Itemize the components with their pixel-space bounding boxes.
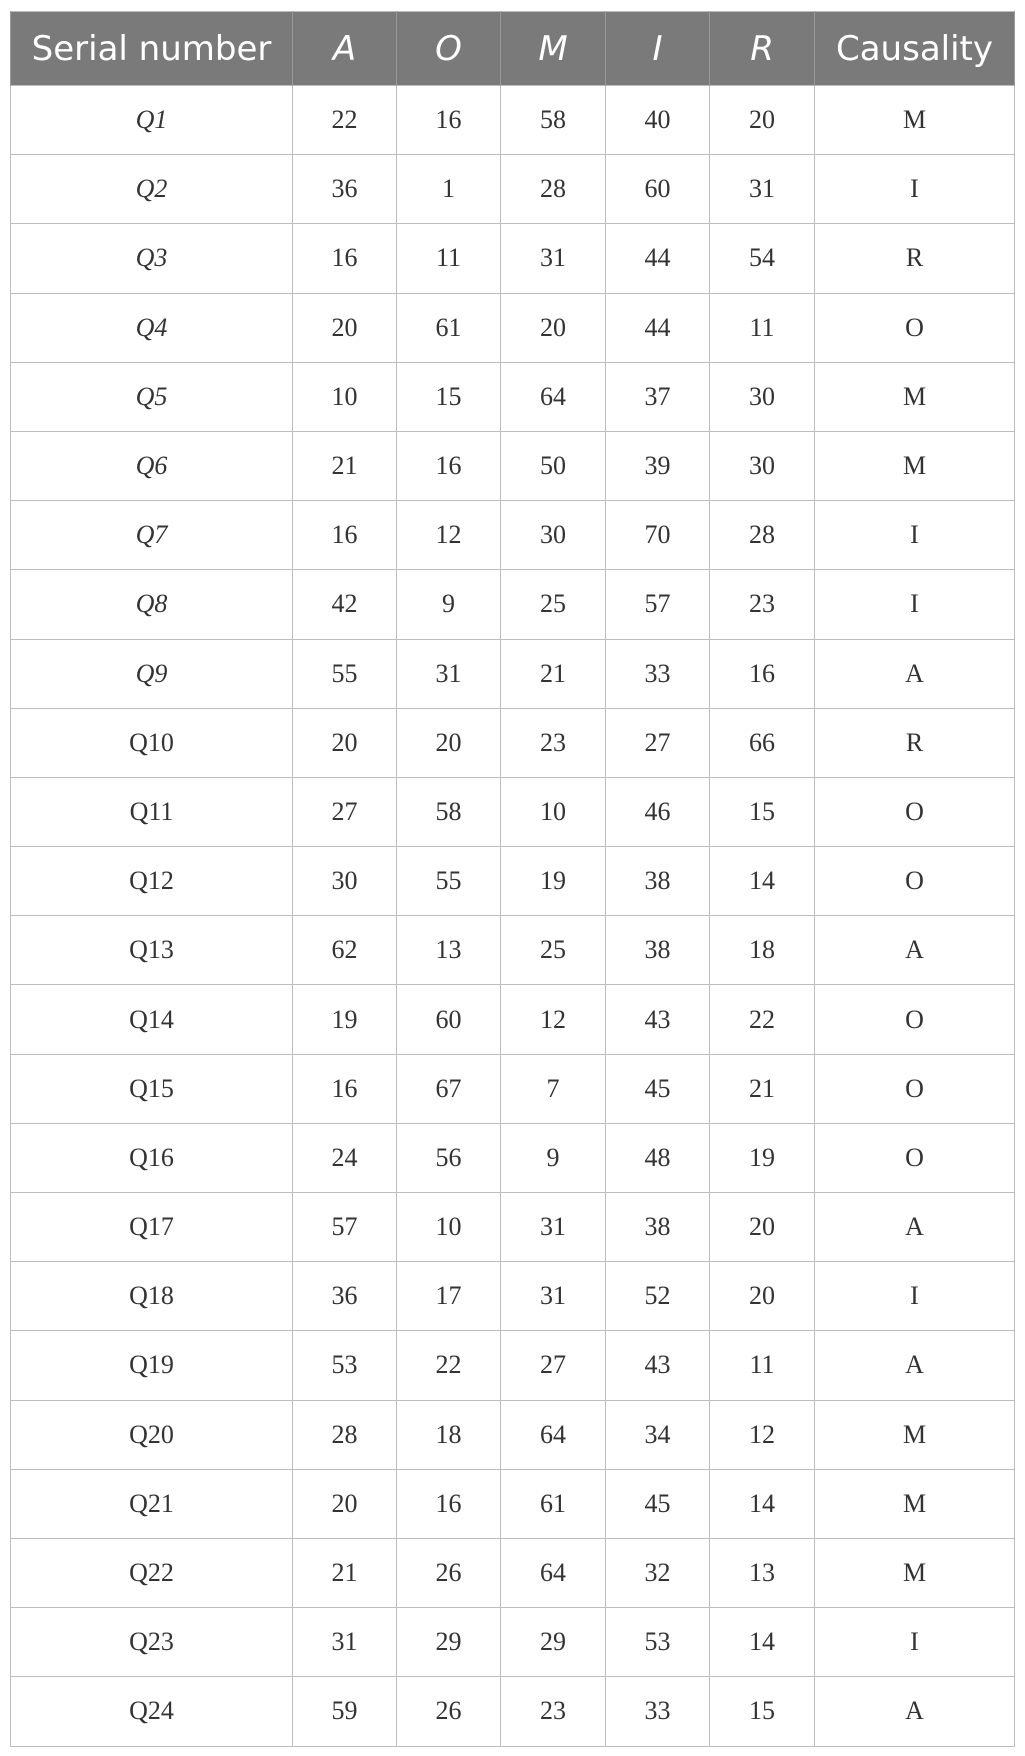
cell-o: 15 (397, 362, 501, 431)
cell-m: 21 (501, 639, 606, 708)
cell-r: 20 (710, 1262, 815, 1331)
header-m: M (501, 12, 606, 86)
table-row (11, 501, 1015, 570)
cell-m: 50 (501, 431, 606, 500)
cell-serial-number: Q5 (11, 362, 293, 431)
header-a: A (293, 12, 397, 86)
cell-o: 17 (397, 1262, 501, 1331)
cell-a: 36 (293, 155, 397, 224)
cell-causality: R (815, 708, 1015, 777)
cell-m: 23 (501, 1677, 606, 1746)
cell-i: 38 (606, 847, 710, 916)
cell-m: 64 (501, 362, 606, 431)
cell-serial-number: Q16 (11, 1123, 293, 1192)
cell-o: 58 (397, 777, 501, 846)
cell-i: 33 (606, 1677, 710, 1746)
table-row (11, 985, 1015, 1054)
cell-a: 59 (293, 1677, 397, 1746)
cell-m: 27 (501, 1331, 606, 1400)
cell-m: 29 (501, 1608, 606, 1677)
cell-i: 37 (606, 362, 710, 431)
table-header (11, 12, 1015, 86)
cell-causality: A (815, 1331, 1015, 1400)
cell-i: 27 (606, 708, 710, 777)
header-row (11, 12, 1015, 86)
cell-r: 30 (710, 362, 815, 431)
cell-r: 19 (710, 1123, 815, 1192)
cell-a: 42 (293, 570, 397, 639)
table-row (11, 1469, 1015, 1538)
cell-r: 66 (710, 708, 815, 777)
table-row (11, 1677, 1015, 1746)
cell-o: 16 (397, 86, 501, 155)
table-row (11, 847, 1015, 916)
table-row (11, 1608, 1015, 1677)
cell-serial-number: Q12 (11, 847, 293, 916)
cell-o: 16 (397, 431, 501, 500)
cell-serial-number: Q18 (11, 1262, 293, 1331)
cell-r: 15 (710, 1677, 815, 1746)
cell-i: 33 (606, 639, 710, 708)
causality-table (10, 11, 1015, 1747)
cell-causality: I (815, 155, 1015, 224)
table-row (11, 777, 1015, 846)
cell-r: 11 (710, 293, 815, 362)
cell-m: 28 (501, 155, 606, 224)
cell-m: 25 (501, 570, 606, 639)
cell-a: 21 (293, 1538, 397, 1607)
cell-m: 31 (501, 224, 606, 293)
cell-i: 44 (606, 293, 710, 362)
header-o: O (397, 12, 501, 86)
cell-causality: O (815, 777, 1015, 846)
cell-r: 13 (710, 1538, 815, 1607)
cell-i: 52 (606, 1262, 710, 1331)
cell-causality: M (815, 1469, 1015, 1538)
cell-serial-number: Q10 (11, 708, 293, 777)
cell-r: 22 (710, 985, 815, 1054)
cell-m: 23 (501, 708, 606, 777)
cell-i: 46 (606, 777, 710, 846)
cell-causality: M (815, 86, 1015, 155)
cell-o: 9 (397, 570, 501, 639)
table-row (11, 1262, 1015, 1331)
cell-causality: A (815, 639, 1015, 708)
cell-r: 15 (710, 777, 815, 846)
cell-causality: O (815, 1054, 1015, 1123)
cell-r: 20 (710, 1193, 815, 1262)
cell-serial-number: Q17 (11, 1193, 293, 1262)
cell-a: 19 (293, 985, 397, 1054)
cell-o: 31 (397, 639, 501, 708)
cell-causality: M (815, 1538, 1015, 1607)
cell-o: 55 (397, 847, 501, 916)
cell-o: 16 (397, 1469, 501, 1538)
cell-causality: O (815, 985, 1015, 1054)
table-row (11, 1193, 1015, 1262)
table-row (11, 570, 1015, 639)
table-row (11, 708, 1015, 777)
cell-m: 64 (501, 1400, 606, 1469)
cell-o: 26 (397, 1538, 501, 1607)
cell-causality: I (815, 501, 1015, 570)
cell-r: 14 (710, 847, 815, 916)
table-row (11, 86, 1015, 155)
header-i: I (606, 12, 710, 86)
cell-a: 36 (293, 1262, 397, 1331)
cell-a: 16 (293, 224, 397, 293)
cell-a: 21 (293, 431, 397, 500)
cell-i: 38 (606, 1193, 710, 1262)
cell-m: 19 (501, 847, 606, 916)
cell-m: 7 (501, 1054, 606, 1123)
cell-m: 64 (501, 1538, 606, 1607)
cell-i: 57 (606, 570, 710, 639)
cell-i: 38 (606, 916, 710, 985)
cell-m: 25 (501, 916, 606, 985)
cell-r: 18 (710, 916, 815, 985)
cell-r: 31 (710, 155, 815, 224)
cell-causality: O (815, 1123, 1015, 1192)
table-row (11, 1538, 1015, 1607)
cell-o: 18 (397, 1400, 501, 1469)
cell-i: 70 (606, 501, 710, 570)
cell-serial-number: Q23 (11, 1608, 293, 1677)
cell-i: 34 (606, 1400, 710, 1469)
cell-a: 31 (293, 1608, 397, 1677)
cell-m: 10 (501, 777, 606, 846)
cell-m: 31 (501, 1262, 606, 1331)
cell-o: 61 (397, 293, 501, 362)
cell-serial-number: Q21 (11, 1469, 293, 1538)
cell-o: 13 (397, 916, 501, 985)
cell-r: 11 (710, 1331, 815, 1400)
cell-a: 57 (293, 1193, 397, 1262)
cell-o: 29 (397, 1608, 501, 1677)
cell-i: 60 (606, 155, 710, 224)
cell-r: 30 (710, 431, 815, 500)
cell-serial-number: Q24 (11, 1677, 293, 1746)
cell-r: 20 (710, 86, 815, 155)
cell-causality: I (815, 1262, 1015, 1331)
cell-serial-number: Q6 (11, 431, 293, 500)
cell-i: 45 (606, 1469, 710, 1538)
cell-causality: A (815, 1193, 1015, 1262)
cell-causality: M (815, 362, 1015, 431)
cell-a: 16 (293, 1054, 397, 1123)
cell-causality: O (815, 293, 1015, 362)
cell-r: 14 (710, 1608, 815, 1677)
cell-causality: O (815, 847, 1015, 916)
cell-a: 53 (293, 1331, 397, 1400)
table-row (11, 1400, 1015, 1469)
cell-i: 43 (606, 985, 710, 1054)
cell-o: 11 (397, 224, 501, 293)
cell-i: 40 (606, 86, 710, 155)
cell-a: 28 (293, 1400, 397, 1469)
header-serial-number: Serial number (11, 12, 293, 86)
cell-serial-number: Q8 (11, 570, 293, 639)
cell-i: 45 (606, 1054, 710, 1123)
cell-serial-number: Q7 (11, 501, 293, 570)
cell-a: 27 (293, 777, 397, 846)
cell-r: 28 (710, 501, 815, 570)
cell-m: 9 (501, 1123, 606, 1192)
cell-o: 22 (397, 1331, 501, 1400)
cell-o: 12 (397, 501, 501, 570)
cell-o: 26 (397, 1677, 501, 1746)
table-row (11, 293, 1015, 362)
cell-causality: I (815, 1608, 1015, 1677)
causality-table-container (10, 11, 1014, 1747)
cell-serial-number: Q11 (11, 777, 293, 846)
cell-o: 1 (397, 155, 501, 224)
cell-causality: A (815, 916, 1015, 985)
cell-r: 21 (710, 1054, 815, 1123)
cell-a: 62 (293, 916, 397, 985)
table-row (11, 1331, 1015, 1400)
cell-a: 10 (293, 362, 397, 431)
cell-serial-number: Q13 (11, 916, 293, 985)
cell-m: 20 (501, 293, 606, 362)
cell-m: 31 (501, 1193, 606, 1262)
cell-o: 67 (397, 1054, 501, 1123)
cell-m: 30 (501, 501, 606, 570)
cell-a: 22 (293, 86, 397, 155)
cell-serial-number: Q19 (11, 1331, 293, 1400)
cell-o: 10 (397, 1193, 501, 1262)
cell-i: 53 (606, 1608, 710, 1677)
cell-serial-number: Q1 (11, 86, 293, 155)
table-row (11, 1123, 1015, 1192)
cell-serial-number: Q22 (11, 1538, 293, 1607)
cell-i: 32 (606, 1538, 710, 1607)
cell-causality: I (815, 570, 1015, 639)
cell-m: 61 (501, 1469, 606, 1538)
cell-a: 16 (293, 501, 397, 570)
cell-i: 39 (606, 431, 710, 500)
cell-o: 60 (397, 985, 501, 1054)
cell-i: 48 (606, 1123, 710, 1192)
cell-serial-number: Q9 (11, 639, 293, 708)
table-row (11, 916, 1015, 985)
cell-causality: A (815, 1677, 1015, 1746)
cell-a: 20 (293, 708, 397, 777)
cell-r: 14 (710, 1469, 815, 1538)
cell-a: 20 (293, 293, 397, 362)
cell-r: 12 (710, 1400, 815, 1469)
cell-serial-number: Q4 (11, 293, 293, 362)
table-row (11, 362, 1015, 431)
cell-serial-number: Q15 (11, 1054, 293, 1123)
cell-causality: M (815, 431, 1015, 500)
cell-r: 54 (710, 224, 815, 293)
cell-i: 44 (606, 224, 710, 293)
cell-o: 20 (397, 708, 501, 777)
table-row (11, 431, 1015, 500)
header-r: R (710, 12, 815, 86)
cell-a: 24 (293, 1123, 397, 1192)
table-row (11, 155, 1015, 224)
cell-i: 43 (606, 1331, 710, 1400)
table-row (11, 1054, 1015, 1123)
table-row (11, 639, 1015, 708)
cell-serial-number: Q14 (11, 985, 293, 1054)
cell-a: 55 (293, 639, 397, 708)
cell-r: 16 (710, 639, 815, 708)
table-body (11, 86, 1015, 1747)
cell-m: 58 (501, 86, 606, 155)
table-row (11, 224, 1015, 293)
cell-r: 23 (710, 570, 815, 639)
cell-a: 30 (293, 847, 397, 916)
cell-causality: M (815, 1400, 1015, 1469)
cell-serial-number: Q20 (11, 1400, 293, 1469)
cell-a: 20 (293, 1469, 397, 1538)
header-causality: Causality (815, 12, 1015, 86)
cell-causality: R (815, 224, 1015, 293)
cell-m: 12 (501, 985, 606, 1054)
cell-serial-number: Q3 (11, 224, 293, 293)
cell-serial-number: Q2 (11, 155, 293, 224)
cell-o: 56 (397, 1123, 501, 1192)
